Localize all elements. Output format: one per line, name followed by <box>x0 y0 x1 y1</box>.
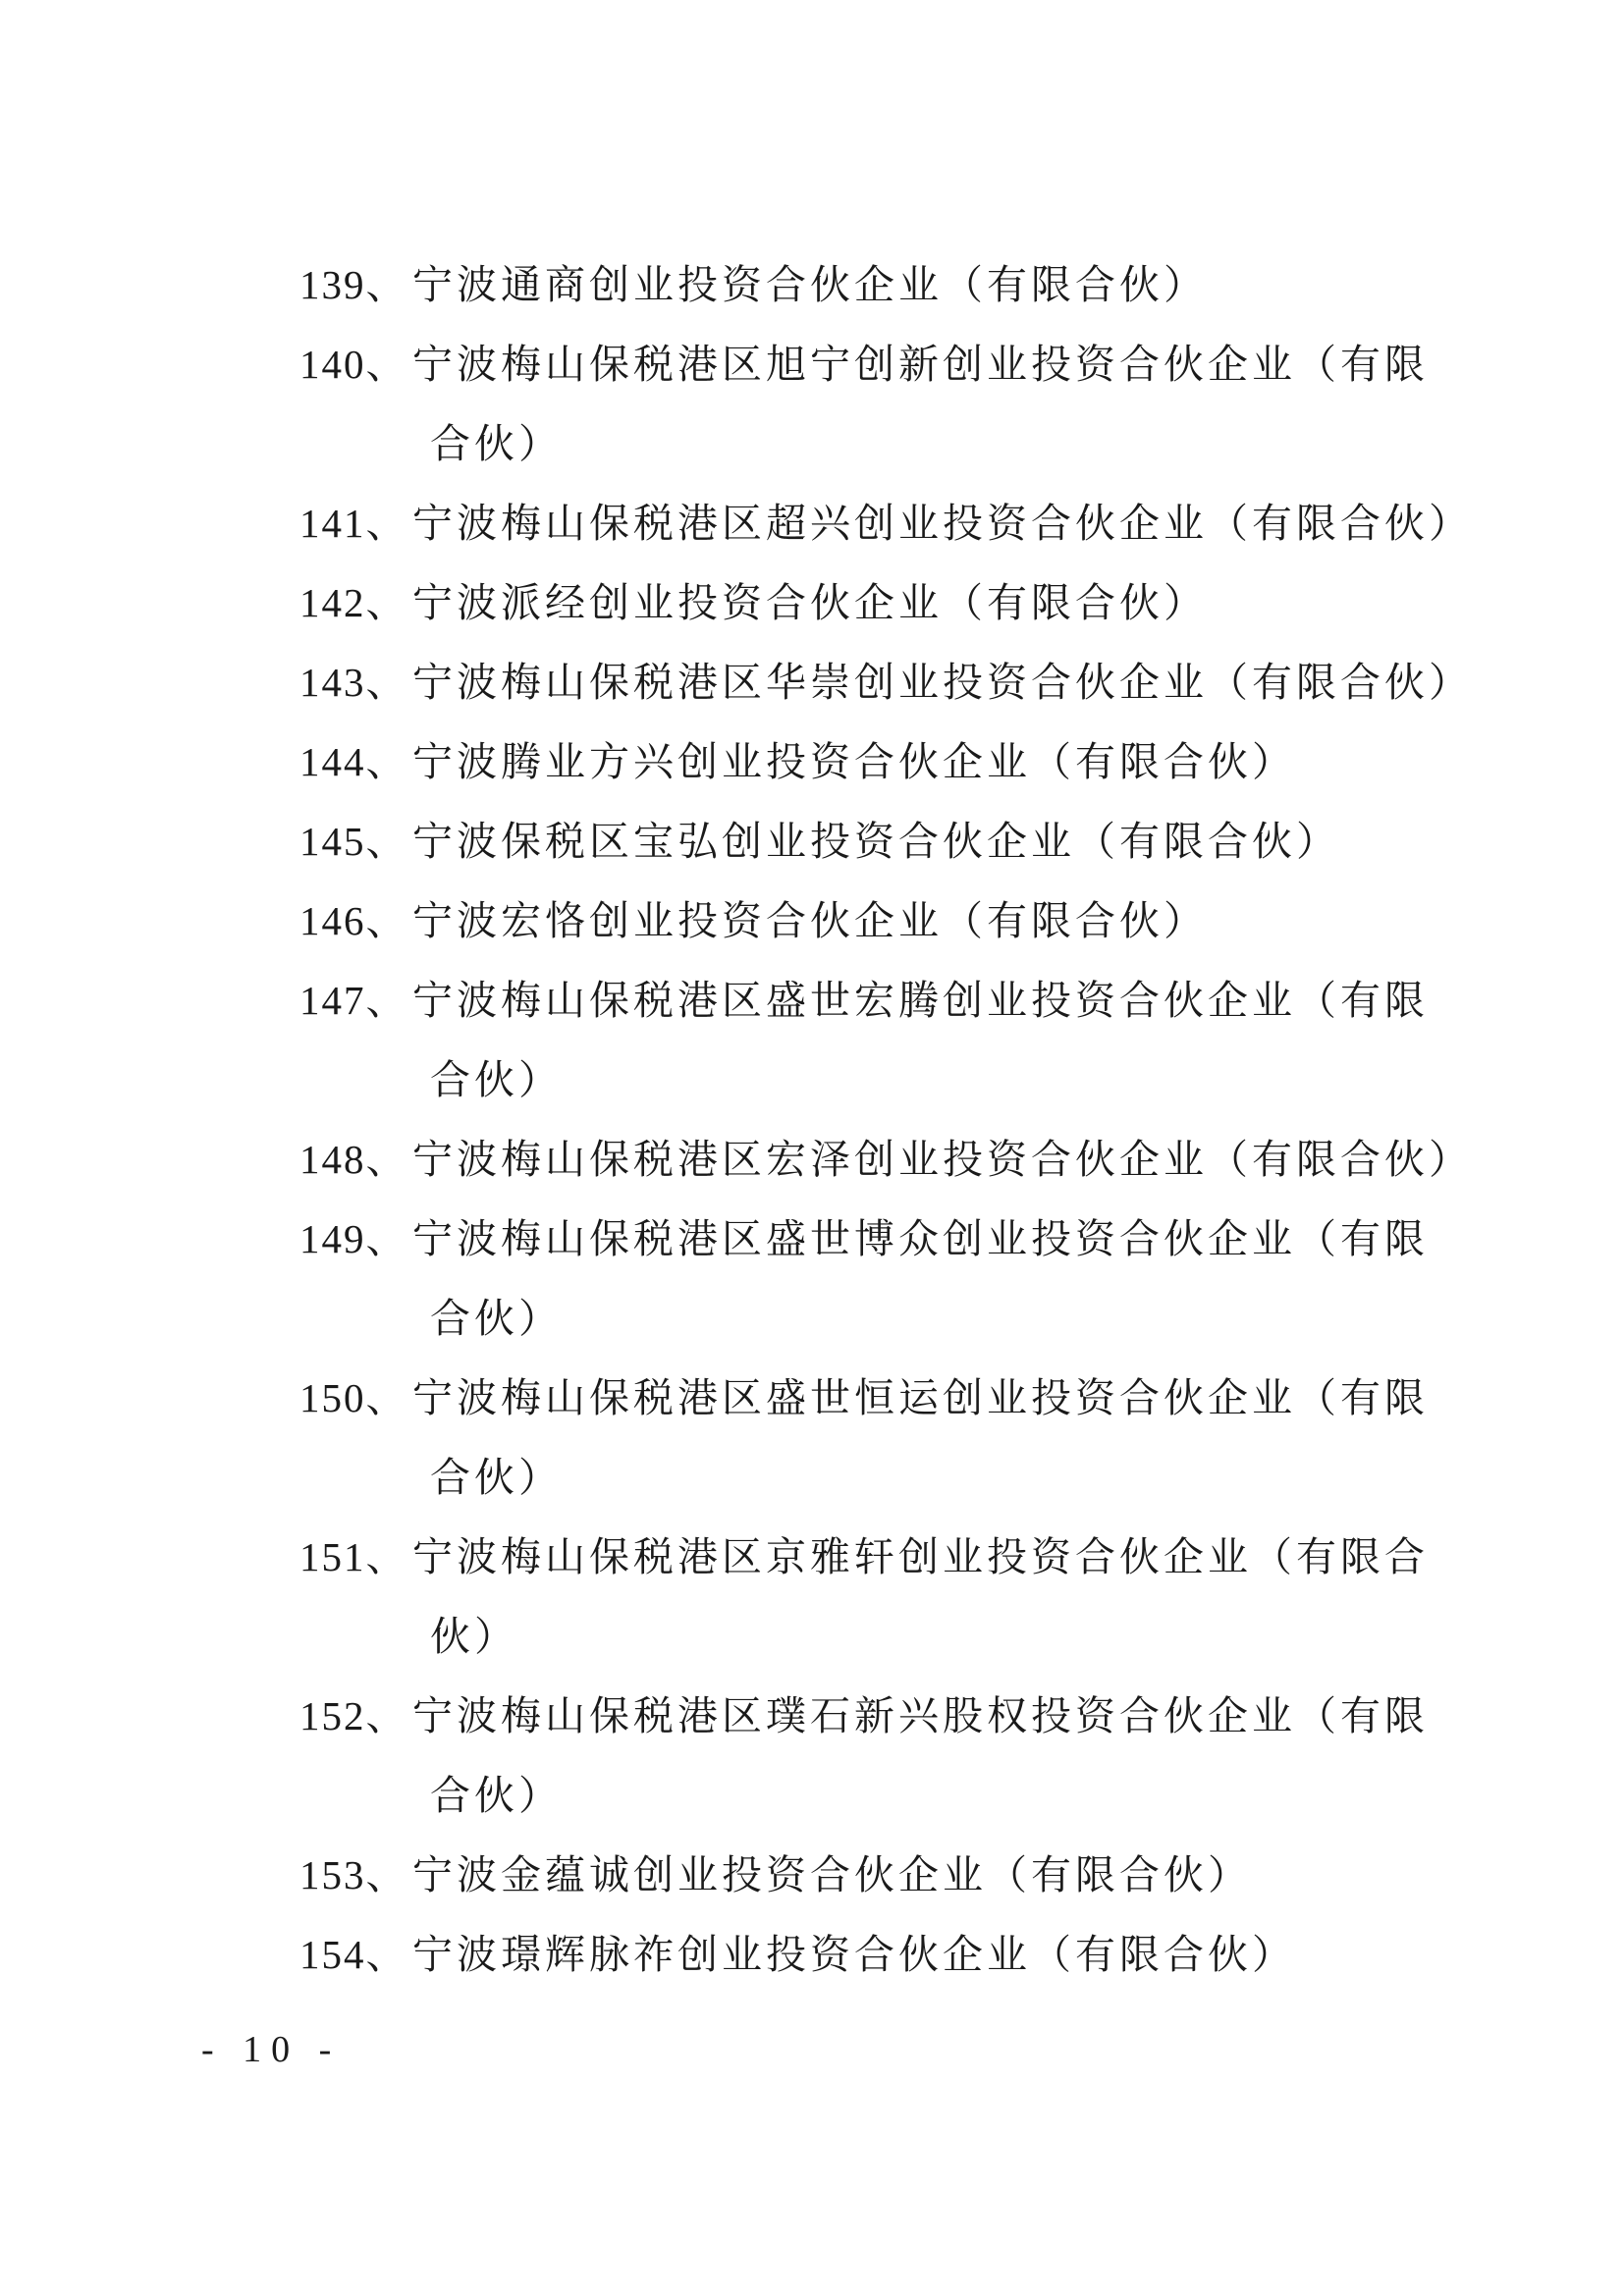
item-name: 宁波金蕴诚创业投资合伙企业（有限合伙） <box>412 1851 1252 1898</box>
item-number: 141、 <box>299 501 408 546</box>
list-item <box>299 325 1438 484</box>
item-name-continuation: 合伙） <box>430 1056 563 1103</box>
page-number: - 10 - <box>201 2029 342 2070</box>
item-number: 144、 <box>299 739 408 784</box>
item-number: 152、 <box>299 1693 408 1738</box>
item-number: 148、 <box>299 1137 408 1182</box>
item-name: 宁波通商创业投资合伙企业（有限合伙） <box>412 261 1208 308</box>
item-number: 149、 <box>299 1216 408 1261</box>
item-number: 153、 <box>299 1852 408 1897</box>
item-number: 145、 <box>299 819 408 864</box>
item-name-continuation: 合伙） <box>430 1454 563 1501</box>
item-number: 140、 <box>299 342 408 387</box>
item-name: 宁波宏恪创业投资合伙企业（有限合伙） <box>412 897 1208 944</box>
item-number: 146、 <box>299 898 408 943</box>
item-name: 宁波梅山保税港区宏泽创业投资合伙企业（有限合伙） <box>412 1136 1473 1183</box>
list-item <box>299 881 1438 961</box>
item-name: 宁波梅山保税港区旭宁创新创业投资合伙企业（有限 <box>412 341 1429 388</box>
list-item <box>299 1200 1438 1359</box>
list-item <box>299 1915 1438 1995</box>
enterprise-list <box>299 245 1473 1995</box>
item-name: 宁波梅山保税港区华崇创业投资合伙企业（有限合伙） <box>412 659 1473 706</box>
list-item <box>299 1518 1438 1677</box>
list-item <box>299 1359 1438 1518</box>
list-item <box>299 961 1438 1120</box>
list-item <box>299 1120 1473 1200</box>
item-name: 宁波梅山保税港区璞石新兴股权投资合伙企业（有限 <box>412 1692 1429 1739</box>
list-item <box>299 563 1438 643</box>
list-item <box>299 1677 1438 1836</box>
item-name: 宁波保税区宝弘创业投资合伙企业（有限合伙） <box>412 818 1340 865</box>
item-name: 宁波璟辉脉祚创业投资合伙企业（有限合伙） <box>412 1931 1296 1978</box>
item-name: 宁波梅山保税港区盛世博众创业投资合伙企业（有限 <box>412 1215 1429 1262</box>
list-item <box>299 484 1473 563</box>
item-name-continuation: 合伙） <box>430 1772 563 1819</box>
item-number: 142、 <box>299 580 408 625</box>
item-number: 150、 <box>299 1375 408 1420</box>
list-item <box>299 722 1438 802</box>
item-name: 宁波梅山保税港区盛世恒运创业投资合伙企业（有限 <box>412 1374 1429 1421</box>
item-number: 139、 <box>299 262 408 307</box>
item-name: 宁波梅山保税港区京雅轩创业投资合伙企业（有限合 <box>412 1533 1429 1580</box>
list-item <box>299 1836 1438 1915</box>
item-number: 143、 <box>299 660 408 705</box>
item-number: 151、 <box>299 1534 408 1579</box>
item-name-continuation: 合伙） <box>430 1295 563 1342</box>
item-number: 154、 <box>299 1932 408 1977</box>
item-name-continuation: 伙） <box>430 1613 518 1660</box>
item-name-continuation: 合伙） <box>430 420 563 467</box>
list-item <box>299 643 1473 722</box>
list-item <box>299 802 1438 881</box>
item-name: 宁波派经创业投资合伙企业（有限合伙） <box>412 579 1208 626</box>
item-number: 147、 <box>299 978 408 1023</box>
item-name: 宁波腾业方兴创业投资合伙企业（有限合伙） <box>412 738 1296 785</box>
list-item <box>299 245 1438 325</box>
item-name: 宁波梅山保税港区超兴创业投资合伙企业（有限合伙） <box>412 500 1473 547</box>
item-name: 宁波梅山保税港区盛世宏腾创业投资合伙企业（有限 <box>412 977 1429 1024</box>
